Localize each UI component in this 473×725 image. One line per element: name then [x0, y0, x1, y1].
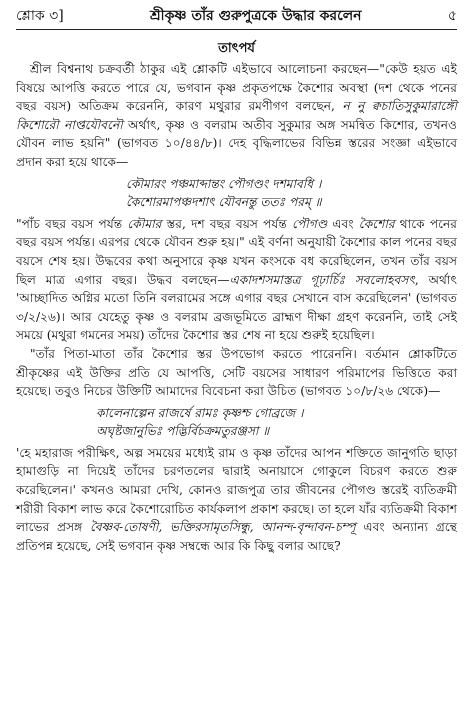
text-run: "পাঁচ বছর বয়স পর্যন্ত [16, 216, 128, 231]
purport-paragraph-1 [16, 60, 457, 172]
text-run: 'হে মহারাজ পরীক্ষিৎ, অল্প সময়ের মধ্যেই রাম ও কৃষ্ণ তাঁদের আপন শক্তিতে জানুগতি ছাড়া হামাগুড়ি না দিয়েই তাঁদের চরণতলের দ্বারাই অনায়াসে গোকুলে বিচরণ করতে শুরু করেছিলেন।' কখনও আমরা দেখি, কোনও রাজপুত্র তার জীবনের পৌগণ্ড স্তরেই ব্যতিক্রমী শরীরী বিকাশ লাভ করে কৈশোরোচিত কার্যকলাপ প্রকাশ করছে। তা হলে যাঁর ব্যতিক্রমী বিকাশ লাভের প্রসঙ্গ [16, 445, 457, 535]
text-run: থাকে পনের বছর বয়স পর্যন্ত। এরপর থেকে যৌবন শুরু হয়।" এই বর্ণনা অনুযায়ী কৈশোর কাল পনের বছর বয়সে শেষ হয়। উদ্ধবের কথা অনুসারে কৃষ্ণ যখন কংসকে বধ করেছিলেন, তখন তাঁর বয়স ছিল মাত্র এগার বছর। উদ্ধব বলছেন— [16, 216, 457, 287]
term-kaisora: কৈশোর [358, 216, 395, 231]
sanskrit-quote: ন নু ক্বচাতিসুকুমারাঙ্গৌ কিশোরৌ নাপ্তযৌবনৌ [16, 99, 457, 132]
text-run: শ্রীল বিশ্বনাথ চক্রবর্তী ঠাকুর এই শ্লোকটি এইভাবে আলোচনা করছেন—"কেউ হয়ত এই বিষয়ে আপত্তি করতে পারে যে, ভগবান কৃষ্ণ প্রকৃতপক্ষে কৈশোর অবস্থা (দশ থেকে পনের বছর বয়স) অতিক্রম করেননি, কারণ মথুরার রমণীগণ বলছেন, [16, 62, 457, 114]
purport-paragraph-3: "তাঁর পিতা-মাতা তাঁর কৈশোর স্তর উপভোগ করতে পারেননি। বর্তমান শ্লোকটিতে শ্রীকৃষ্ণের এই উক্তির প্রতি যে আপত্তি, সেটি বয়সের সাধারণ পরিমাপের ভিত্তিতে করা হয়েছে। তবুও নিচের উক্তিটি আমাদের বিবেচনা করা উচিত (ভাগবত ১০/৮/২৬ থেকে)— [16, 346, 457, 399]
verse-line: কৌমারং পঞ্চমাব্দান্তং পৌগণ্ডং দশমাবধি । [126, 176, 322, 191]
sanskrit-verse-2 [16, 404, 457, 441]
text-run: এবং অন্যান্য গ্রন্থে প্রতিপন্ন হয়েছে, সেই ভগবান কৃষ্ণ সম্বন্ধে আর কি কিছু বলার আছে? [16, 520, 457, 553]
text-run: স্তর, দশ বছর বয়স পর্যন্ত [161, 216, 293, 231]
term-kaumara: কৌমার [127, 216, 162, 231]
sanskrit-quote: একাদশসমাস্তত্র গূঢ়ার্চিঃ সবলোহবসৎ [229, 272, 415, 287]
term-pauganda: পৌগণ্ড [292, 216, 328, 231]
text-run: অর্থাৎ, কৃষ্ণ ও বলরাম অতীব সুকুমার অঙ্গ সমন্বিত কিশোর, তখনও যৌবন লাভ হয়নি" (ভাগবত ১০/৪৪/৮)। দেহ বৃদ্ধিলাভের বিভিন্ন স্তরের সংজ্ঞা এইভাবে প্রদান করা হয়ে থাকে— [16, 117, 457, 169]
text-run: , অর্থাৎ 'আচ্ছাদিত অগ্নির মতো তিনি বলরামের সঙ্গে এগার বছর সেখানে বাস করেছিলেন' (ভাগবত ৩/২/২৬)। আর যেহেতু কৃষ্ণ ও বলরাম ব্রজভূমিতে ব্রাহ্মণ দীক্ষা গ্রহণ করেননি, তাই সেই সময়ে (মথুরা গমনের সময়) তাঁদের কৈশোর স্তর শেষ না হয়ে শুরুই হয়েছিল। [16, 272, 457, 343]
verse-line: কৈশোরমাপঞ্চদশাৎ যৌবনন্তু ততঃ পরম্ ॥ [126, 195, 322, 210]
verse-reference: শ্লোক ৩] [16, 8, 64, 24]
sanskrit-verse-1 [16, 175, 457, 212]
purport-paragraph-2 [16, 215, 457, 345]
section-heading: তাৎপর্য [218, 41, 255, 56]
page-number: ৫ [447, 8, 457, 24]
verse-line: অঘৃষ্টজানুভিঃ পদ্ভির্বিচক্রমতুরঞ্জসা ॥ [96, 424, 270, 439]
running-header [16, 6, 457, 26]
verse-line: কালেনাল্পেন রাজর্ষে রামঃ কৃষ্ণশ্চ গোব্রজে । [96, 405, 304, 420]
chapter-title: শ্রীকৃষ্ণ তাঁর গুরুপুত্রকে উদ্ধার করলেন [150, 8, 362, 24]
book-titles: বৈষ্ণব-তোষণী, ভক্তিরসামৃতসিন্ধু, আনন্দ-বৃন্দাবন-চম্পূ [89, 520, 356, 535]
purport-paragraph-4 [16, 444, 457, 556]
header-divider [16, 29, 457, 30]
text-run: এবং [327, 216, 359, 231]
